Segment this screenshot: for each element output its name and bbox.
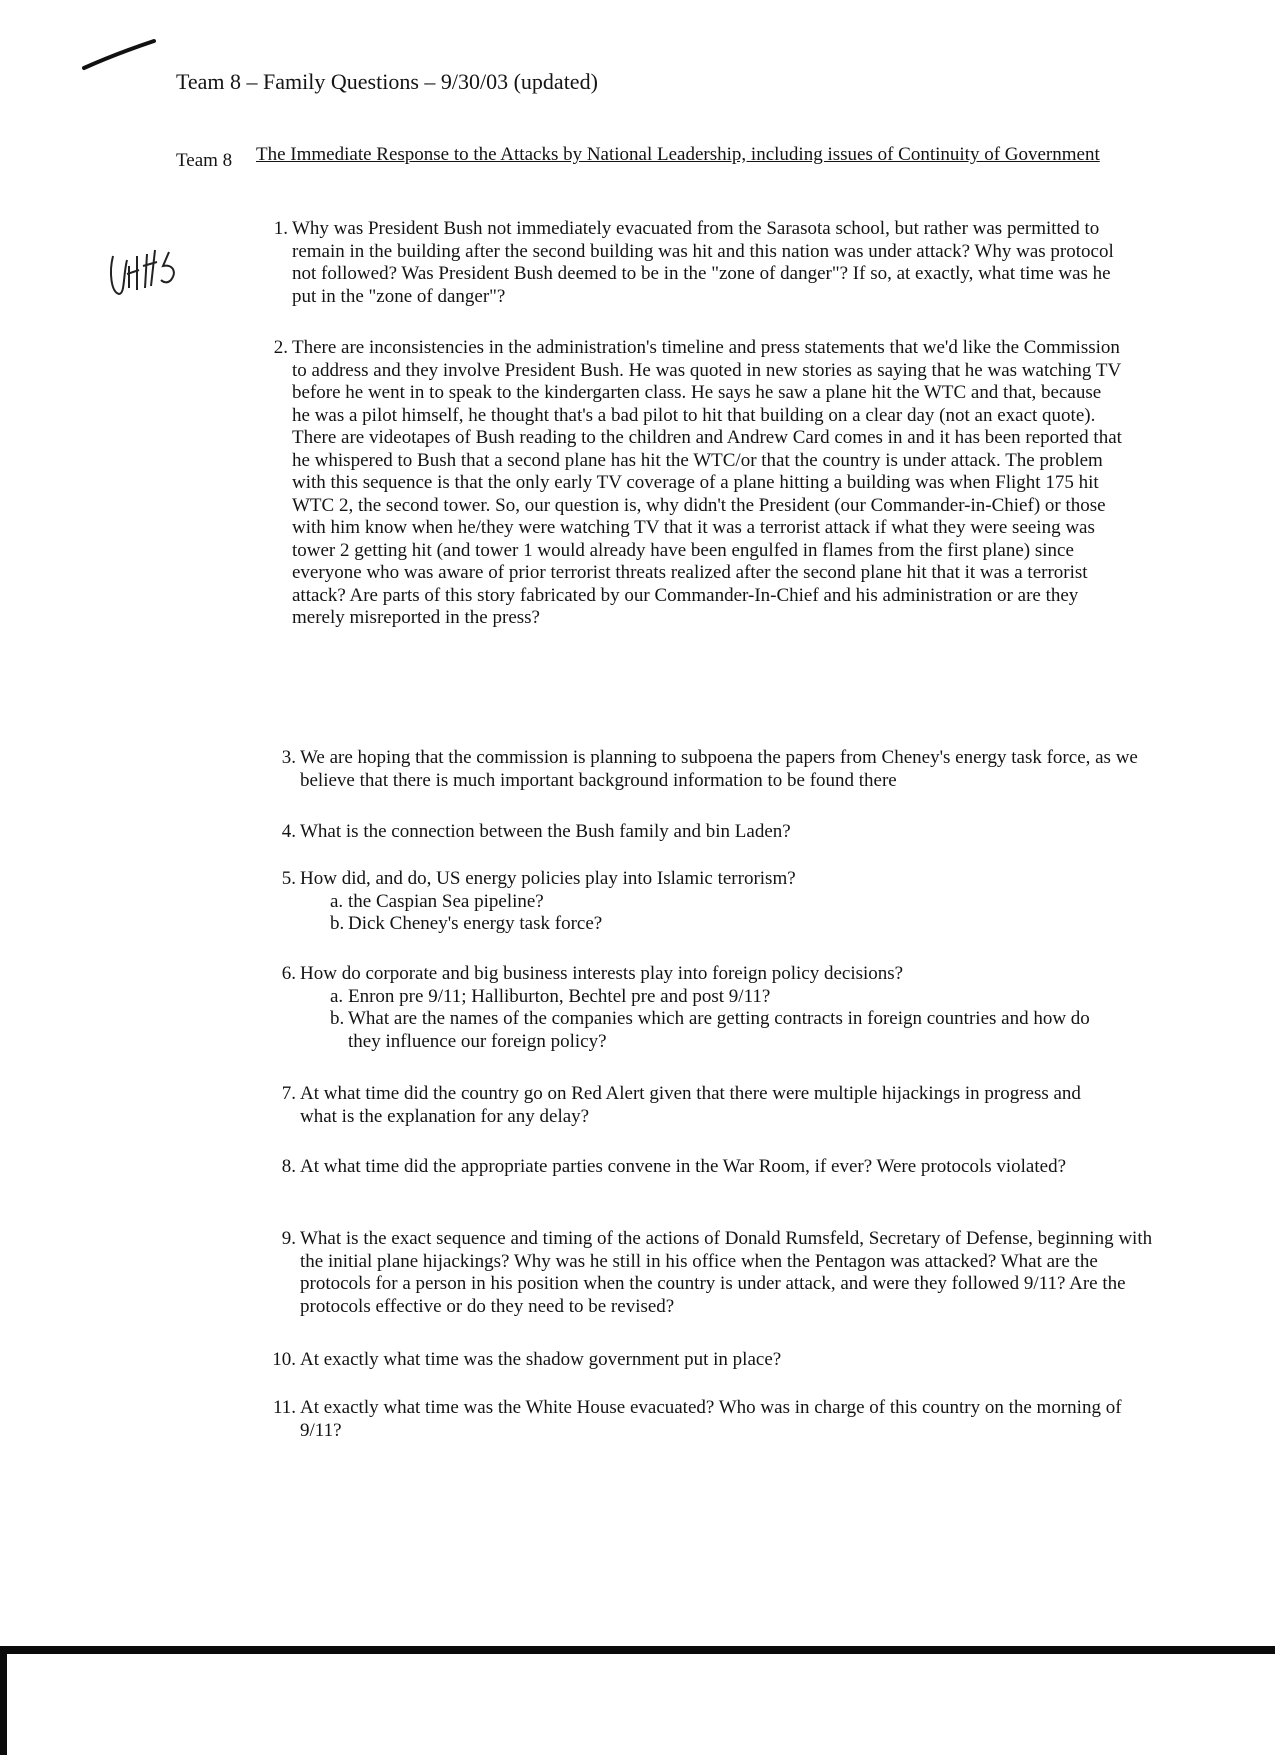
question-text: At exactly what time was the shadow government put in place? (300, 1349, 782, 1370)
question-number: 10. (272, 1349, 296, 1370)
question-text: How do corporate and big business interests play into foreign policy decisions? (300, 963, 904, 984)
team-label: Team 8 (176, 150, 233, 171)
page-bottom-rule (0, 1646, 1275, 1654)
question-number: 3. (281, 747, 296, 768)
sub-item-letter: a. (330, 985, 344, 1007)
question-number: 1. (273, 218, 288, 239)
sub-item-letter: a. (330, 890, 344, 912)
question-text: Why was President Bush not immediately evacuated from the Sarasota school, but rather was permitted to remain in the building after the second building was hit and this nation was under attack? Why was protocol not followed? Was President Bush deemed to be in the "zone of danger"? If so, at exactly, what time was he put in the "zone of danger"? (292, 218, 1114, 307)
sub-item-text: the Caspian Sea pipeline? (348, 890, 544, 912)
section-title: The Immediate Response to the Attacks by National Leadership, including issues of Continuity of Government (256, 144, 1100, 165)
sub-item (300, 1008, 1108, 1053)
question-text: At what time did the country go on Red Alert given that there were multiple hijackings in progress and what is the explanation for any delay? (300, 1083, 1081, 1127)
question-item (281, 821, 1200, 844)
question-text: There are inconsistencies in the administration's timeline and press statements that we'd like the Commission to address and they involve President Bush. He was quoted in new stories as saying that he was watching TV before he went in to speak to the kindergarten class. He says he saw a plane hit the WTC and that, because he was a pilot himself, he thought that's a bad pilot to hit that building on a clear day (not an exact quote). There are videotapes of Bush reading to the children and Andrew Card comes in and it has been reported that he whispered to Bush that a second plane has hit the WTC/or that the country is under attack. The problem with this sequence is that the only early TV coverage of a plane hitting a building was when Flight 175 hit WTC 2, the second tower. So, our question is, why didn't the President (our Commander-in-Chief) or those with him know when he/they were watching TV that it was a terrorist attack if what they were seeing was tower 2 getting hit (and tower 1 would already have been engulfed in flames from the first plane) since everyone who was aware of prior terrorist threats realized after the second plane hit that it was a terrorist attack? Are parts of this story fabricated by our Commander-In-Chief and his administration or are they merely misreported in the press? (292, 337, 1122, 628)
question-number: 8. (281, 1156, 296, 1177)
question-item (272, 1349, 1200, 1372)
question-text: What is the connection between the Bush family and bin Laden? (300, 821, 791, 842)
question-number: 7. (281, 1083, 296, 1104)
question-text: We are hoping that the commission is planning to subpoena the papers from Cheney's energy task force, as we believe that there is much important background information to be found there (300, 747, 1138, 791)
question-text: At exactly what time was the White House evacuated? Who was in charge of this country on the morning of 9/11? (300, 1397, 1122, 1441)
question-number: 2. (273, 337, 288, 358)
question-number: 9. (281, 1228, 296, 1249)
question-item (281, 1083, 1200, 1128)
question-item (273, 218, 1192, 308)
pen-stroke-mark (82, 38, 156, 72)
question-item (281, 1156, 1200, 1179)
question-text: At what time did the appropriate parties convene in the War Room, if ever? Were protocols violated? (300, 1156, 1067, 1177)
sub-item (300, 986, 1200, 1009)
sub-item (300, 891, 1200, 914)
sub-item-letter: b. (330, 913, 345, 934)
question-item (273, 337, 1192, 630)
question-number: 5. (281, 868, 296, 889)
question-item (281, 747, 1200, 792)
sub-item-text: What are the names of the companies which are getting contracts in foreign countries and how do they influence our foreign policy? (348, 1008, 1090, 1052)
question-item (281, 868, 1200, 936)
question-number: 6. (281, 963, 296, 984)
handwritten-note (105, 240, 185, 302)
sub-item-text: Dick Cheney's energy task force? (348, 913, 603, 934)
question-item (281, 1228, 1200, 1318)
sub-item-text: Enron pre 9/11; Halliburton, Bechtel pre and post 9/11? (348, 985, 771, 1007)
sub-item (300, 913, 1200, 936)
question-text: How did, and do, US energy policies play into Islamic terrorism? (300, 868, 796, 889)
page-left-rule (0, 1646, 7, 1755)
question-text: What is the exact sequence and timing of the actions of Donald Rumsfeld, Secretary of Defense, beginning with the initial plane hijackings? Why was he still in his office when the Pentagon was attacked? What are the protocols for a person in his position when the country is under attack, and were they followed 9/11? Are the protocols effective or do they need to be revised? (300, 1228, 1153, 1317)
question-item (281, 963, 1200, 1053)
sub-item-letter: b. (330, 1008, 345, 1029)
document-title: Team 8 – Family Questions – 9/30/03 (updated) (176, 69, 598, 94)
question-number: 11. (272, 1397, 296, 1418)
question-number: 4. (281, 821, 296, 842)
question-item (272, 1397, 1200, 1442)
